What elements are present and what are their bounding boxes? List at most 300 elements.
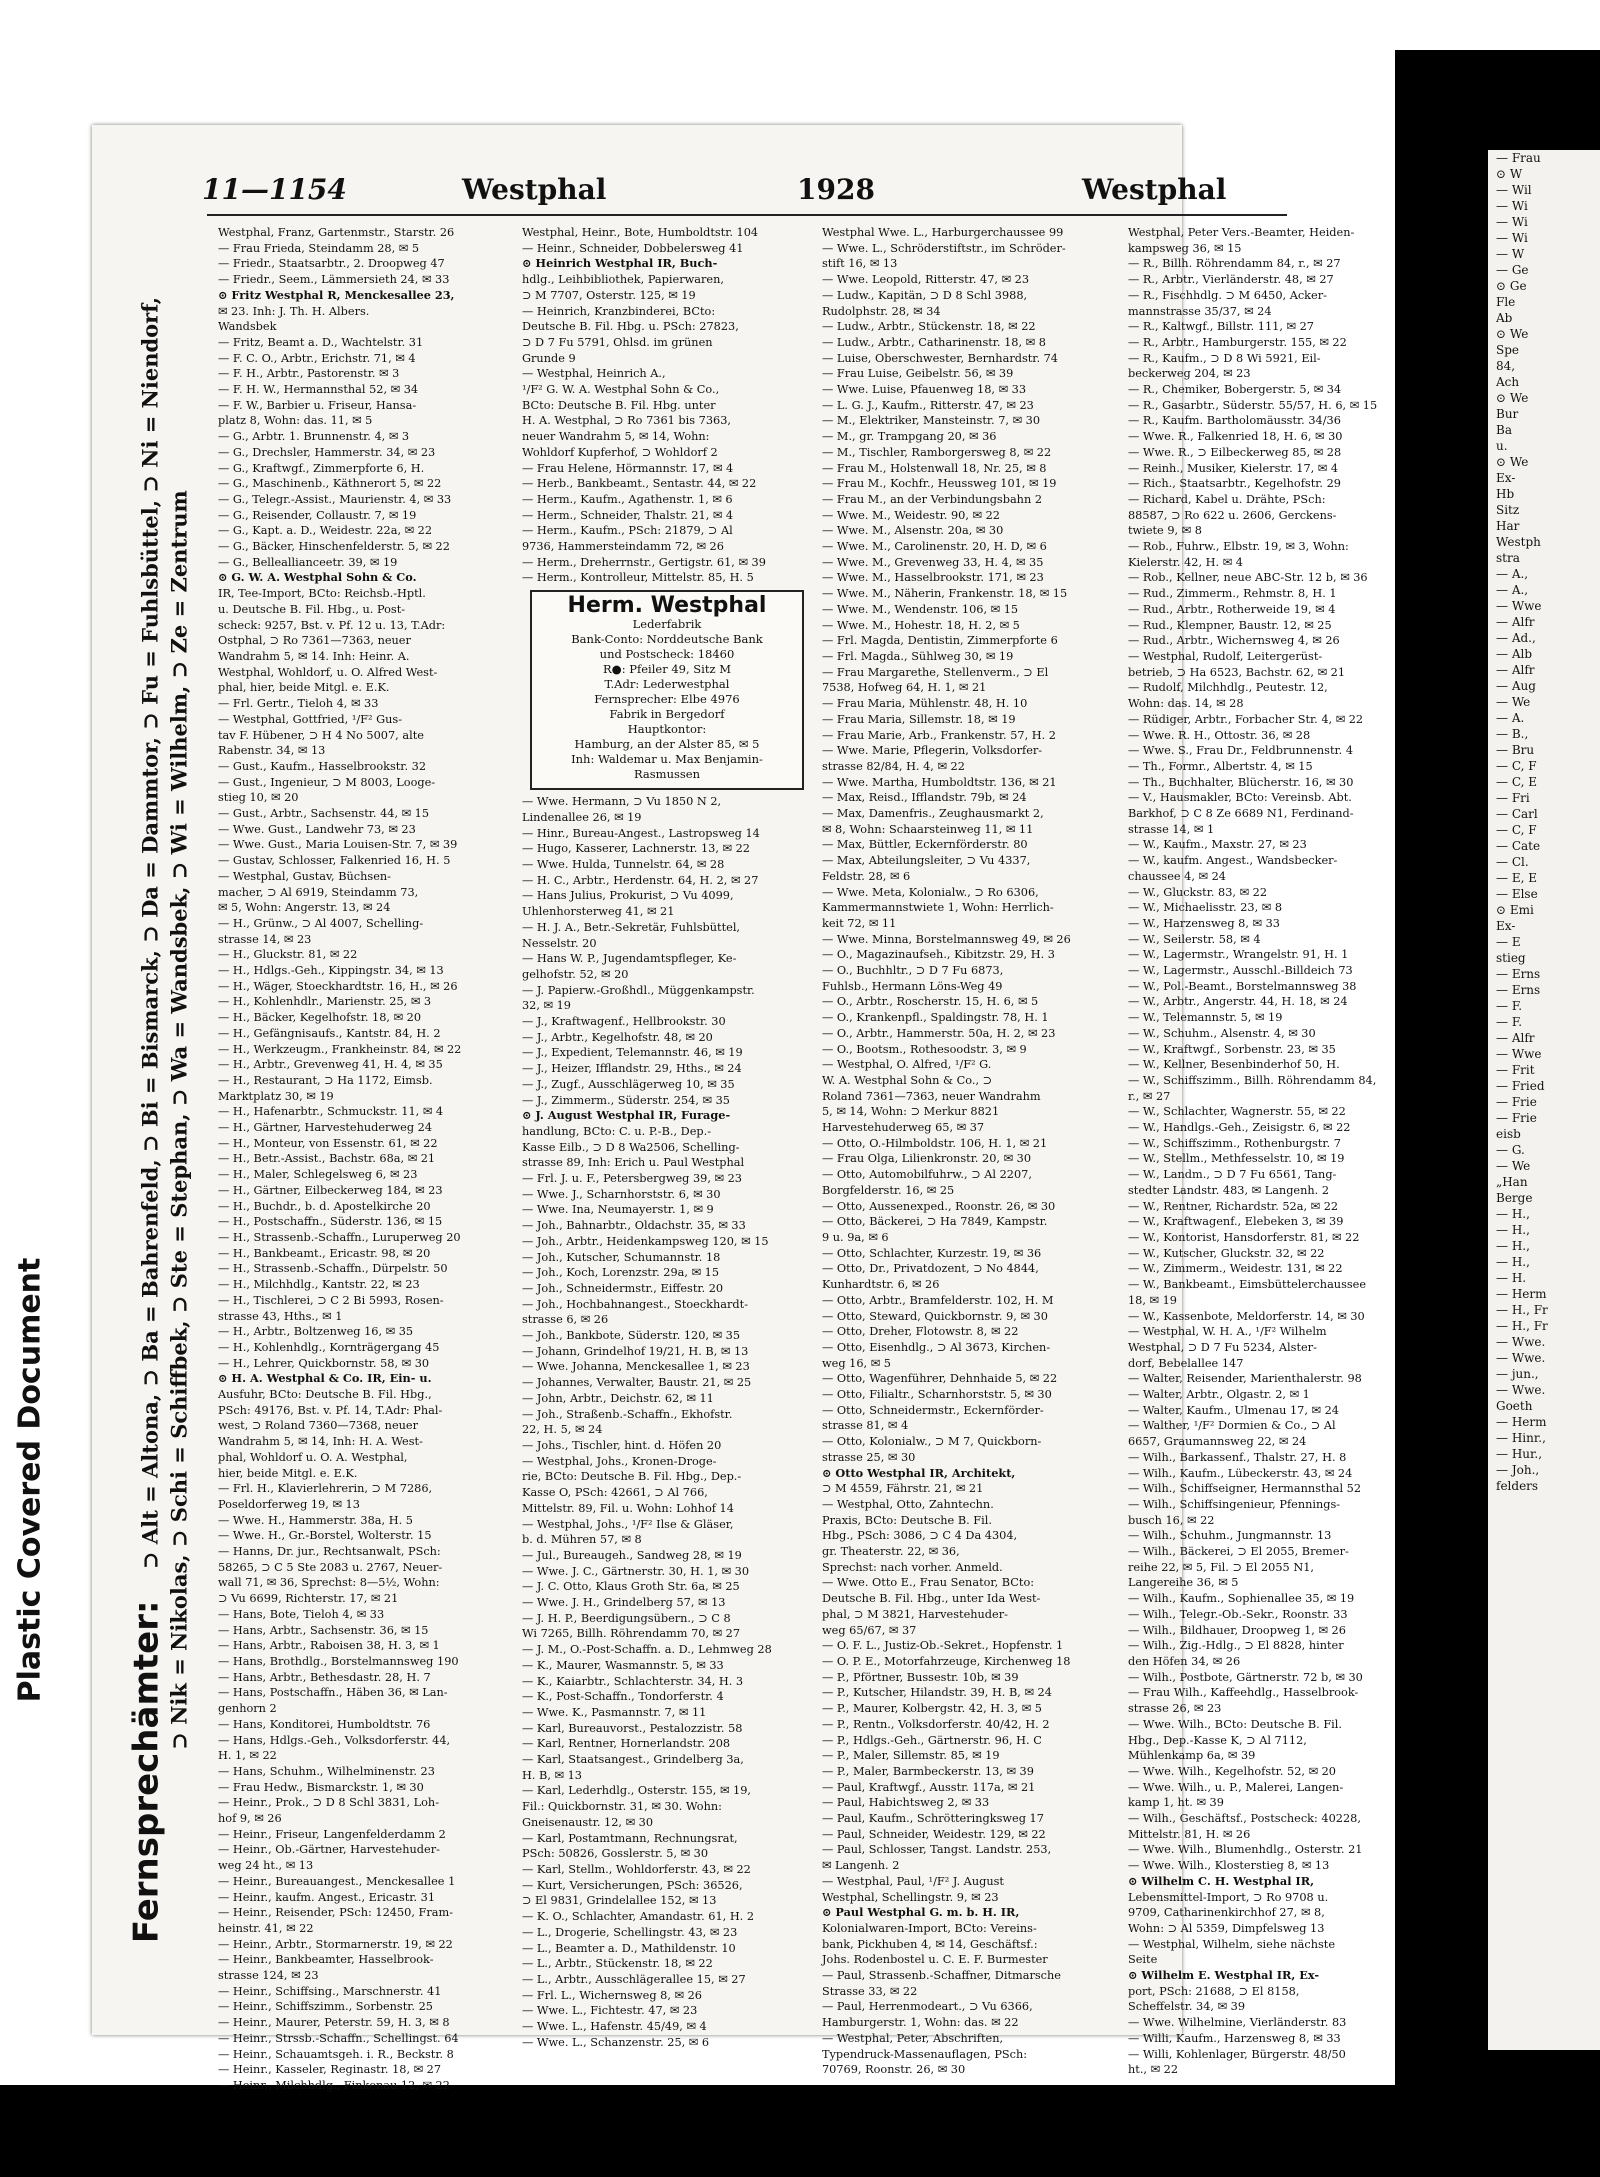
directory-entry: — K., Maurer, Wasmannstr. 5, ✉ 33 [522,1658,724,1672]
directory-entry: Fle [1496,295,1516,309]
directory-entry: — J., Arbtr., Kegelhofstr. 48, ✉ 20 [522,1030,713,1044]
directory-entry: 7538, Hofweg 64, H. 1, ✉ 21 [822,681,987,695]
directory-entry: — Otto, Bäckerei, ⊃ Ha 7849, Kampstr. [822,1215,1048,1229]
directory-entry: Fuhlsb., Hermann Löns-Weg 49 [822,979,1003,993]
directory-entry: — C, E [1496,775,1537,789]
directory-entry: — Joh., Kutscher, Schumannstr. 18 [522,1250,721,1264]
directory-entry: — R., Arbtr., Vierländerstr. 48, ✉ 27 [1128,273,1334,287]
directory-entry: Ex- [1496,471,1516,485]
directory-entry: — Wwe [1496,599,1542,613]
directory-entry: — Frl. L., Wichernsweg 8, ✉ 26 [522,1988,702,2002]
directory-entry: ⊙ Wilhelm E. Westphal IR, Ex- [1128,1968,1320,1983]
directory-entry: — W., Lagermstr., Ausschl.-Billdeich 73 [1128,964,1353,978]
directory-entry: — Hans, Arbtr., Bethesdastr. 28, H. 7 [218,1670,431,1684]
directory-entry: — Rudolf, Milchhdlg., Peutestr. 12, [1128,681,1328,695]
directory-entry: — Heinr., Bureauangest., Menckesallee 1 [218,1874,456,1888]
directory-entry: — H., [1496,1239,1530,1253]
directory-entry: — Rich., Staatsarbtr., Kegelhofstr. 29 [1128,477,1341,491]
directory-entry: Westphal, Peter Vers.-Beamter, Heiden- [1128,226,1355,239]
directory-entry: Ex- [1496,919,1516,933]
directory-entry: — H., Maler, Schlegelsweg 6, ✉ 23 [218,1168,418,1182]
directory-entry: Bur [1496,407,1519,421]
directory-entry: — W., Kraftwagenf., Elebeken 3, ✉ 39 [1128,1215,1344,1229]
directory-entry: 9 u. 9a, ✉ 6 [822,1231,889,1244]
directory-entry: — Wilh., Schiffseigner, Hermannsthal 52 [1128,1482,1362,1496]
directory-entry: — P., Maler, Barmbeckerstr. 13, ✉ 39 [822,1764,1034,1778]
directory-entry: Spe [1496,343,1520,357]
directory-entry: — R., Chemiker, Bobergerstr. 5, ✉ 34 [1128,383,1342,397]
directory-entry: — Westphal, Wilhelm, siehe nächste [1128,1937,1336,1951]
header-year: 1928 [797,173,875,206]
directory-entry: bank, Pickhuben 4, ✉ 14, Geschäftsf.: [822,1937,1038,1951]
directory-entry: — W., Kraftwgf., Sorbenstr. 23, ✉ 35 [1128,1042,1336,1056]
directory-entry: Seite [1128,1953,1158,1967]
directory-entry: Johs. Rodenbostel u. C. E. F. Burmester [822,1953,1048,1967]
directory-entry: — H., Betr.-Assist., Bachstr. 68a, ✉ 21 [218,1152,436,1166]
directory-entry: — Westphal, O. Alfred, ¹/F² G. [822,1058,992,1072]
directory-entry: — Otto, Filialtr., Scharnhorststr. 5, ✉ 30 [822,1388,1052,1402]
directory-entry: — Carl [1496,807,1538,821]
directory-entry: T.Adr: Lederwestphal [604,677,730,692]
directory-entry: stra [1496,551,1520,565]
directory-entry: — Heinr., Maurer, Peterstr. 59, H. 3, ✉ 8 [218,2016,450,2030]
directory-entry: — O., Arbtr., Roscherstr. 15, H. 6, ✉ 5 [822,995,1039,1009]
directory-entry: — P., Hdlgs.-Geh., Gärtnerstr. 96, H. C [822,1733,1042,1747]
directory-entry: — Heinr., Bankbeamter, Hasselbrook- [218,1953,434,1967]
directory-entry: — Rud., Arbtr., Rotherweide 19, ✉ 4 [1128,602,1336,616]
directory-entry: — H., [1496,1255,1530,1269]
directory-entry: ⊃ Vu 6699, Richterstr. 17, ✉ 21 [218,1592,399,1606]
directory-entry: — Hans, Arbtr., Raboisen 38, H. 3, ✉ 1 [218,1639,440,1653]
directory-entry: strasse 89, Inh: Erich u. Paul Westphal [522,1156,745,1170]
directory-entry: — Heinr., Arbtr., Stormarnerstr. 19, ✉ 22 [218,1937,453,1951]
directory-entry: stieg 10, ✉ 20 [218,791,299,805]
directory-entry: hdlg., Leihbibliothek, Papierwaren, [522,273,724,287]
directory-entry: busch 16, ✉ 22 [1128,1513,1215,1527]
directory-entry: — Ad., [1496,631,1536,645]
directory-entry: — J. C. Otto, Klaus Groth Str. 6a, ✉ 25 [522,1580,740,1594]
directory-column-2 [522,225,812,2049]
directory-entry: scheck: 9257, Bst. v. Pf. 12 u. 13, T.Adr: [218,618,446,632]
directory-entry: Lebensmittel-Import, ⊃ Ro 9708 u. [1128,1890,1329,1904]
directory-entry: — Wwe. Hermann, ⊃ Vu 1850 N 2, [522,795,722,809]
directory-entry: — Richard, Kabel u. Drähte, PSch: [1128,492,1326,506]
directory-entry: — Wwe. Hulda, Tunnelstr. 64, ✉ 28 [522,857,725,871]
directory-entry: Nesselstr. 20 [522,936,597,950]
directory-entry: Rudolphstr. 28, ✉ 34 [822,304,941,318]
directory-entry: — Paul, Kraftwgf., Ausstr. 117a, ✉ 21 [822,1780,1036,1794]
directory-entry: Ausfuhr, BCto: Deutsche B. Fil. Hbg., [218,1388,432,1402]
next-page-fragment [1488,150,1600,2050]
directory-entry: strasse 43, Hths., ✉ 1 [218,1309,343,1323]
directory-entry: 18, ✉ 19 [1128,1293,1177,1307]
directory-entry: — Erns [1496,983,1541,997]
directory-entry: — Frau Frieda, Steindamm 28, ✉ 5 [218,241,420,255]
directory-entry: Westphal, Schellingstr. 9, ✉ 23 [822,1890,999,1904]
directory-entry: — Wwe. [1496,1383,1546,1397]
directory-entry: — Friedr., Staatsarbtr., 2. Droopweg 47 [218,257,445,271]
directory-entry: — O. F. L., Justiz-Ob.-Sekret., Hopfenstr. 1 [822,1639,1064,1653]
directory-entry: macher, ⊃ Al 6919, Steindamm 73, [218,885,419,899]
directory-entry: Inh: Waldemar u. Max Benjamin- [571,752,763,767]
directory-entry: — P., Pförtner, Bussestr. 10b, ✉ 39 [822,1670,1019,1684]
directory-entry: — Westphal, Rudolf, Leitergerüst- [1128,649,1323,663]
column-2-entries-top [522,225,812,586]
directory-entry: BCto: Deutsche B. Fil. Hbg. unter [522,398,716,412]
directory-entry: — Wwe. Luise, Pfauenweg 18, ✉ 33 [822,383,1027,397]
directory-entry: Sitz [1496,503,1520,517]
directory-entry: — Paul, Kaufm., Schrötteringksweg 17 [822,1812,1044,1826]
directory-entry: strasse 6, ✉ 26 [522,1313,609,1327]
directory-entry: — Herm [1496,1415,1547,1429]
directory-entry: — H., Hdlgs.-Geh., Kippingstr. 34, ✉ 13 [218,964,444,978]
legend-line-1: ⊃ Alt = Altona, ⊃ Ba = Bahrenfeld, ⊃ Bi = Bismarck, ⊃ Da = Dammtor, ⊃ Fu = Fuhlsbüttel, ⊃ Ni = Niendorf, [137,296,163,1570]
directory-entry: — Paul, Schneider, Weidestr. 129, ✉ 22 [822,1827,1046,1841]
directory-entry: keit 72, ✉ 11 [822,916,897,930]
directory-entry: — Karl, Staatsangest., Grindelberg 3a, [522,1753,744,1767]
directory-entry: Praxis, BCto: Deutsche B. Fil. [822,1513,992,1527]
directory-entry: stedter Landstr. 483, ✉ Langenh. 2 [1128,1183,1330,1197]
directory-entry: — Walter, Kaufm., Ulmenau 17, ✉ 24 [1128,1403,1339,1417]
directory-entry: 32, ✉ 19 [522,999,571,1013]
directory-entry: strasse 124, ✉ 23 [218,1969,319,1983]
directory-entry: — H., Gärtner, Harvestehuderweg 24 [218,1121,433,1135]
directory-entry: — Gust., Kaufm., Hasselbrookstr. 32 [218,759,427,773]
directory-entry: — H. J. A., Betr.-Sekretär, Fuhlsbüttel, [522,920,741,934]
directory-entry: — Wwe. Wilh., u. P., Malerei, Langen- [1128,1780,1344,1794]
directory-entry: — Ludw., Arbtr., Catharinenstr. 18, ✉ 8 [822,335,1046,349]
directory-entry: — H., Gefängnisaufs., Kantstr. 84, H. 2 [218,1026,441,1040]
directory-entry: weg 16, ✉ 5 [822,1356,891,1370]
directory-entry: — J., Zimmerm., Süderstr. 254, ✉ 35 [522,1093,730,1107]
legend-title: Fernsprechämter: [126,1600,167,1944]
directory-entry: — Hans, Postschaffn., Häben 36, ✉ Lan- [218,1686,448,1700]
directory-entry: — Wwe. Wilh., Klosterstieg 8, ✉ 13 [1128,1859,1330,1873]
directory-entry: strasse 81, ✉ 4 [822,1419,909,1433]
directory-entry: — Th., Buchhalter, Blücherstr. 16, ✉ 30 [1128,775,1354,789]
directory-entry: — G., Kraftwgf., Zimmerpforte 6, H. [218,461,425,475]
directory-entry: — Frit [1496,1063,1535,1077]
directory-entry: — Wwe. H., Hammerstr. 38a, H. 5 [218,1513,413,1527]
directory-entry: — Otto, Wagenführer, Dehnhaide 5, ✉ 22 [822,1372,1058,1386]
directory-entry: u. [1496,439,1508,453]
directory-entry: — H. C., Arbtr., Herdenstr. 64, H. 2, ✉ 27 [522,873,759,887]
directory-entry: — Kurt, Versicherungen, PSch: 36526, [522,1878,743,1892]
directory-entry: — Herm., Kaufm., PSch: 21879, ⊃ Al [522,524,733,538]
directory-entry: — W., Arbtr., Angerstr. 44, H. 18, ✉ 24 [1128,995,1348,1009]
directory-entry: — Hinr., [1496,1431,1546,1445]
directory-entry: — Fri [1496,791,1530,805]
directory-entry: Hb [1496,487,1515,501]
directory-entry: — G., Maschinenb., Käthnerort 5, ✉ 22 [218,477,442,491]
directory-entry: strasse 82/84, H. 4, ✉ 22 [822,759,965,773]
directory-entry: strasse 25, ✉ 30 [822,1450,916,1464]
directory-entry: — W., Kassenbote, Meldorferstr. 14, ✉ 30 [1128,1309,1365,1323]
directory-entry: twiete 9, ✉ 8 [1128,524,1202,538]
directory-entry: — Wwe. [1496,1351,1546,1365]
directory-entry: — Frl. Magda, Dentistin, Zimmerpforte 6 [822,634,1058,648]
directory-entry: — Friedr., Seem., Lämmersieth 24, ✉ 33 [218,273,450,287]
directory-entry: Wandrahm 5, ✉ 14. Inh: Heinr. A. [218,649,410,663]
directory-entry: — Hans, Arbtr., Sachsenstr. 36, ✉ 15 [218,1623,429,1637]
directory-entry: Wi 7265, Billh. Röhrendamm 70, ✉ 27 [522,1627,741,1641]
directory-entry: port, PSch: 21688, ⊃ El 8158, [1128,1984,1300,1998]
directory-entry: — W., Handlgs.-Geh., Zeisigstr. 6, ✉ 22 [1128,1121,1351,1135]
directory-entry: — J. H. P., Beerdigungsübern., ⊃ C 8 [522,1611,731,1625]
directory-entry: — P., Kutscher, Hilandstr. 39, H. B, ✉ 24 [822,1686,1052,1700]
directory-entry: weg 24 ht., ✉ 13 [218,1859,314,1873]
directory-entry: — J., Expedient, Telemannstr. 46, ✉ 19 [522,1046,743,1060]
directory-entry: — Joh., Bankbote, Süderstr. 120, ✉ 35 [522,1329,741,1343]
directory-entry: — Wil [1496,183,1532,197]
header-right-title: Westphal [1082,173,1227,206]
directory-entry: — W., Schiffszimm., Billh. Röhrendamm 84, [1128,1073,1377,1087]
directory-entry: — H., Wäger, Stoeckhardtstr. 16, H., ✉ 26 [218,979,458,993]
directory-entry: — Westphal, Gottfried, ¹/F² Gus- [218,712,403,726]
directory-entry: Lindenallee 26, ✉ 19 [522,810,642,824]
directory-entry: felders [1496,1479,1539,1493]
directory-entry: — Max, Reisd., Ifflandstr. 79b, ✉ 24 [822,791,1027,805]
directory-entry: — Wilh., Kaufm., Sophienallee 35, ✉ 19 [1128,1592,1355,1606]
directory-entry: — Fritz, Beamt a. D., Wachtelstr. 31 [218,335,424,349]
exchange-legend-strip [100,225,218,2015]
directory-entry: hier, beide Mitgl. e. E.K. [218,1466,358,1480]
directory-entry: — H., Grünw., ⊃ Al 4007, Schelling- [218,916,424,930]
directory-column-1 [218,225,518,2092]
directory-entry: — Th., Formr., Albertstr. 4, ✉ 15 [1128,759,1313,773]
directory-entry: — Otto, O.-Hilmboldstr. 106, H. 1, ✉ 21 [822,1136,1048,1150]
directory-entry: — Hinr., Bureau-Angest., Lastropsweg 14 [522,826,760,840]
directory-entry: — H., [1496,1223,1530,1237]
directory-entry: — H., Arbtr., Grevenweg 41, H. 4, ✉ 35 [218,1058,443,1072]
directory-entry: — Johs., Tischler, hint. d. Höfen 20 [522,1439,722,1452]
directory-entry: den Höfen 34, ✉ 26 [1128,1654,1241,1668]
directory-entry: — M., gr. Trampgang 20, ✉ 36 [822,430,997,444]
directory-entry: Borgfelderstr. 16, ✉ 25 [822,1183,955,1197]
directory-entry: — Heinr., Reisender, PSch: 12450, Fram- [218,1906,454,1920]
page-number: 11—1154 [202,173,347,206]
directory-entry: — Heinr., Schneider, Dobbelersweg 41 [522,241,744,255]
directory-entry: — Erns [1496,967,1541,981]
directory-entry: — Westphal, Johs., Kronen-Droge- [522,1454,717,1468]
directory-entry: — Wilh., Telegr.-Ob.-Sekr., Roonstr. 33 [1128,1607,1348,1621]
directory-entry: — Frl. Magda., Sühlweg 30, ✉ 19 [822,649,1014,663]
directory-entry: tav F. Hübener, ⊃ H 4 No 5007, alte [218,728,424,742]
directory-entry: — Fried [1496,1079,1545,1093]
directory-entry: 70769, Roonstr. 26, ✉ 30 [822,2063,966,2077]
directory-entry: 22, H. 5, ✉ 24 [522,1423,603,1437]
directory-entry: — Wwe. M., Weidestr. 90, ✉ 22 [822,508,1000,522]
directory-entry: ⊙ Otto Westphal IR, Architekt, [822,1465,1016,1480]
directory-entry: — Westphal, Paul, ¹/F² J. August [822,1874,1004,1888]
directory-entry: — Hans, Schuhm., Wilhelminenstr. 23 [218,1764,435,1778]
directory-entry: — H. [1496,1271,1527,1285]
legend-line-2: ⊃ Nik = Nikolas, ⊃ Schi = Schiffbek, ⊃ Ste = Stephan, ⊃ Wa = Wandsbek, ⊃ Wi = Wilhelm, ⊃ Ze = Zentrum [166,490,192,1750]
directory-entry: — Wwe. Meta, Kolonialw., ⊃ Ro 6306, [822,885,1039,899]
directory-entry: Bank-Conto: Norddeutsche Bank [571,632,763,647]
directory-entry: Scheffelstr. 34, ✉ 39 [1128,2000,1246,2014]
directory-entry: — Joh., Schneidermstr., Eiffestr. 20 [522,1281,724,1295]
directory-entry: — H., Kohlenhdlg., Kornträgergang 45 [218,1340,440,1354]
directory-entry: — Wi [1496,215,1528,229]
directory-entry: — R., Billh. Röhrendamm 84, r., ✉ 27 [1128,257,1341,271]
directory-entry: Gneisenaustr. 12, ✉ 30 [522,1815,654,1829]
directory-entry: wall 71, ✉ 36, Sprechst: 8—5½, Wohn: [218,1576,440,1590]
directory-entry: — Rob., Fuhrw., Elbstr. 19, ✉ 3, Wohn: [1128,540,1349,554]
directory-entry: 9709, Catharinenkirchhof 27, ✉ 8, [1128,1906,1325,1920]
directory-entry: handlung, BCto: C. u. P.-B., Dep.- [522,1124,712,1138]
directory-entry: Uhlenhorsterweg 41, ✉ 21 [522,905,675,919]
directory-entry: — W., Pol.-Beamt., Borstelmannsweg 38 [1128,979,1357,993]
directory-entry: — J. M., O.-Post-Schaffn. a. D., Lehmweg 28 [522,1643,772,1657]
directory-entry: — Rüdiger, Arbtr., Forbacher Str. 4, ✉ 22 [1128,712,1364,726]
directory-entry: — Hans, Hdlgs.-Geh., Volksdorferstr. 44, [218,1733,451,1747]
directory-entry: — W., Bankbeamt., Eimsbüttelerchaussee [1128,1278,1367,1292]
directory-entry: — Heinr., Schiffsing., Marschnerstr. 41 [218,1984,442,1998]
directory-entry: — Hans W. P., Jugendamtspfleger, Ke- [522,952,737,966]
directory-entry: — Karl, Stellm., Wohldorferstr. 43, ✉ 22 [522,1862,751,1876]
directory-entry: — Wwe [1496,1047,1542,1061]
directory-entry: Ab [1496,311,1513,325]
directory-entry: — W., Schuhm., Alsenstr. 4, ✉ 30 [1128,1026,1316,1040]
directory-entry: heinstr. 41, ✉ 22 [218,1921,314,1935]
directory-entry: — Wwe. Wilhelmine, Vierländerstr. 83 [1128,2016,1347,2030]
directory-entry: — Joh., Straßenb.-Schaffn., Ekhofstr. [522,1407,733,1421]
directory-entry: Hamburg, an der Alster 85, ✉ 5 [574,737,760,752]
directory-entry: — Frl. Gertr., Tieloh 4, ✉ 33 [218,697,379,711]
directory-entry: — Joh., Hochbahnangest., Stoeckhardt- [522,1297,749,1311]
directory-entry: — Wwe. J. H., Grindelberg 57, ✉ 13 [522,1596,726,1610]
directory-entry: — Otto, Aussenexped., Roonstr. 26, ✉ 30 [822,1199,1056,1213]
directory-entry: — G., Kapt. a. D., Weidestr. 22a, ✉ 22 [218,524,433,538]
directory-entry: — Joh., Arbtr., Heidenkampsweg 120, ✉ 15 [522,1234,769,1248]
directory-entry: — C, F [1496,759,1537,773]
directory-entry: — K. O., Schlachter, Amandastr. 61, H. 2 [522,1910,755,1924]
directory-entry: b. d. Mühren 57, ✉ 8 [522,1533,642,1547]
directory-entry: — A., [1496,583,1529,597]
directory-entry: — Rud., Klempner, Baustr. 12, ✉ 25 [1128,618,1332,632]
directory-entry: — Otto, Arbtr., Bramfelderstr. 102, H. M [822,1293,1054,1307]
directory-entry: — Frau Hedw., Bismarckstr. 1, ✉ 30 [218,1780,424,1794]
directory-entry: Westphal, Heinr., Bote, Humboldtstr. 104 [522,226,759,239]
directory-entry: — Frl. H., Klavierlehrerin, ⊃ M 7286, [218,1482,433,1496]
directory-entry: — P., Rentn., Volksdorferstr. 40/42, H. 2 [822,1717,1050,1731]
directory-entry: — H., [1496,1207,1530,1221]
directory-entry: Feldstr. 28, ✉ 6 [822,869,911,883]
directory-entry: — Frl. J. u. F., Petersbergweg 39, ✉ 23 [522,1172,742,1186]
directory-entry: — R., Arbtr., Hamburgerstr. 155, ✉ 22 [1128,335,1347,349]
directory-entry: — Herm., Kontrolleur, Mittelstr. 85, H. 5 [522,571,754,585]
directory-entry: — H., Gluckstr. 81, ✉ 22 [218,948,358,962]
directory-entry: — Wwe. M., Näherin, Frankenstr. 18, ✉ 15 [822,587,1068,601]
directory-entry: — W., Telemannstr. 5, ✉ 19 [1128,1011,1283,1025]
directory-entry: Marktplatz 30, ✉ 19 [218,1089,334,1103]
directory-entry: Kielerstr. 42, H. ✉ 4 [1128,555,1243,569]
directory-entry: — Wilh., Barkassenf., Thalstr. 27, H. 8 [1128,1450,1347,1464]
directory-entry: — W., Kaufm., Maxstr. 27, ✉ 23 [1128,838,1307,852]
directory-entry: gelhofstr. 52, ✉ 20 [522,967,629,981]
header-rule [207,214,1287,216]
directory-entry: — O., Buchhltr., ⊃ D 7 Fu 6873, [822,964,1004,978]
directory-entry: — Frau M., Holstenwall 18, Nr. 25, ✉ 8 [822,461,1047,475]
directory-entry: Westphal, Wohldorf, u. O. Alfred West- [218,665,438,679]
directory-entry: — Heinr., Ob.-Gärtner, Harvestehuder- [218,1843,440,1857]
directory-entry: — Otto, Kolonialw., ⊃ M 7, Quickborn- [822,1435,1042,1449]
directory-entry: Kolonialwaren-Import, BCto: Vereins- [822,1921,1037,1935]
directory-entry: — Wwe. R. H., Ottostr. 36, ✉ 28 [1128,728,1311,742]
directory-entry: — F. H. W., Hermannsthal 52, ✉ 34 [218,383,419,397]
directory-entry: — W., Rentner, Richardstr. 52a, ✉ 22 [1128,1199,1339,1213]
directory-entry: — Otto, Dreher, Flotowstr. 8, ✉ 22 [822,1325,1019,1339]
directory-entry: — Heinr., Schauamtsgeh. i. R., Beckstr. 8 [218,2047,454,2061]
directory-entry: PSch: 49176, Bst. v. Pf. 14, T.Adr: Phal- [218,1403,443,1417]
directory-entry: Fil.: Quickbornstr. 31, ✉ 30. Wohn: [522,1800,722,1814]
scan-background-bottom [0,2085,1600,2177]
directory-entry: ✉ Langenh. 2 [822,1859,900,1873]
directory-entry: — W [1496,247,1525,261]
directory-entry: — Otto, Eisenhdlg., ⊃ Al 3673, Kirchen- [822,1340,1051,1354]
directory-entry: — R., Kaufm. Bartholomäusstr. 34/36 [1128,414,1341,428]
directory-entry: ⊙ We [1496,327,1529,341]
directory-entry: — Cl. [1496,855,1529,869]
directory-entry: Fabrik in Bergedorf [609,707,725,722]
directory-entry: — W., Seilerstr. 58, ✉ 4 [1128,932,1261,946]
directory-entry: — Wwe. M., Carolinenstr. 20, H. D, ✉ 6 [822,540,1047,554]
directory-entry: — O., Bootsm., Rothesoodstr. 3, ✉ 9 [822,1042,1027,1056]
directory-entry: Kasse Eilb., ⊃ D 8 Wa2506, Schelling- [522,1140,740,1154]
directory-entry: — Johannes, Verwalter, Baustr. 21, ✉ 25 [522,1376,752,1390]
directory-entry: — W., Gluckstr. 83, ✉ 22 [1128,885,1268,899]
directory-entry: — Westphal, Gustav, Büchsen- [218,869,391,883]
directory-entry: — Wwe. Wilh., Kegelhofstr. 52, ✉ 20 [1128,1764,1336,1778]
directory-entry: ⊙ H. A. Westphal & Co. IR, Ein- u. [218,1371,432,1386]
directory-entry: strasse 14, ✉ 1 [1128,822,1215,836]
directory-entry: — Wwe. H., Gr.-Borstel, Wolterstr. 15 [218,1529,432,1543]
directory-entry: — We [1496,695,1531,709]
directory-entry: — Wwe. Wilh., Blumenhdlg., Osterstr. 21 [1128,1843,1363,1857]
directory-entry: reihe 22, ✉ 5, Fil. ⊃ El 2055 N1, [1128,1560,1314,1574]
directory-entry: — Joh., Bahnarbtr., Oldachstr. 35, ✉ 33 [522,1219,746,1233]
directory-entry: — Karl, Lederhdlg., Osterstr. 155, ✉ 19, [522,1784,752,1798]
directory-entry: — Wwe. Wilh., BCto: Deutsche B. Fil. [1128,1717,1342,1731]
directory-entry: — J., Kraftwagenf., Hellbrookstr. 30 [522,1015,726,1029]
directory-entry: — W., Michaelisstr. 23, ✉ 8 [1128,901,1283,915]
directory-entry: — Otto, Steward, Quickbornstr. 9, ✉ 30 [822,1309,1048,1323]
directory-entry: — F. H., Arbtr., Pastorenstr. ✉ 3 [218,367,400,381]
directory-entry: Westphal, Franz, Gartenmstr., Starstr. 26 [218,226,455,239]
directory-entry: hof 9, ✉ 26 [218,1812,282,1826]
directory-entry: — Wwe. M., Alsenstr. 20a, ✉ 30 [822,524,1004,538]
directory-entry: — Westphal, Johs., ¹/F² Ilse & Gläser, [522,1517,734,1531]
directory-entry: — Wwe. Gust., Maria Louisen-Str. 7, ✉ 39 [218,838,458,852]
directory-entry: gr. Theaterstr. 22, ✉ 36, [822,1545,960,1559]
directory-entry: W. A. Westphal Sohn & Co., ⊃ [822,1073,993,1087]
directory-entry: — G., Bäcker, Hinschenfelderstr. 5, ✉ 22 [218,540,450,554]
directory-entry: IR, Tee-Import, BCto: Reichsb.-Hptl. [218,587,426,601]
directory-entry: — L. G. J., Kaufm., Ritterstr. 47, ✉ 23 [822,398,1034,412]
directory-entry: Westph [1496,535,1541,549]
directory-entry: strasse 14, ✉ 23 [218,932,312,946]
directory-entry: — Else [1496,887,1538,901]
directory-entry: — Max, Büttler, Eckernförderstr. 80 [822,838,1028,852]
directory-entry: — Hans, Bote, Tieloh 4, ✉ 33 [218,1607,385,1621]
directory-entry: — H., Bankbeamt., Ericastr. 98, ✉ 20 [218,1246,431,1260]
directory-entry: — Wwe. J., Scharnhorststr. 6, ✉ 30 [522,1187,721,1201]
directory-entry: — Wi [1496,199,1528,213]
directory-entry: ⊙ Fritz Westphal R, Menckesallee 23, [218,287,455,302]
directory-entry: — F. W., Barbier u. Friseur, Hansa- [218,398,417,412]
directory-entry: — G., Reisender, Collaustr. 7, ✉ 19 [218,508,417,522]
